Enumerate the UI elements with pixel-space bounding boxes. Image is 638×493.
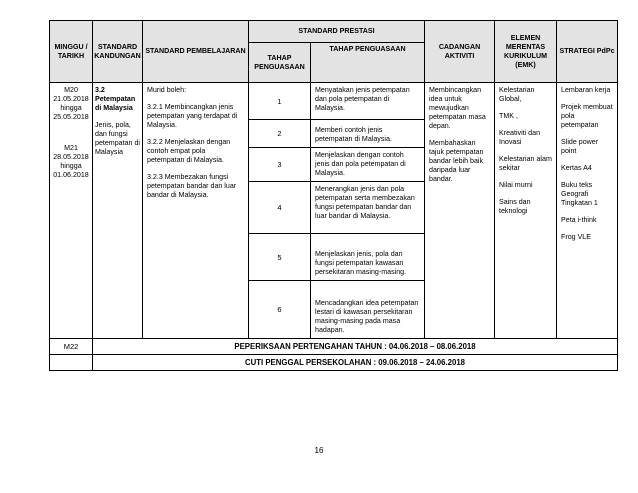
emk-item: Kreativiti dan Inovasi	[499, 129, 541, 146]
strategi-item: Peta i-think	[561, 216, 597, 224]
header-standard-kandungan: STANDARD KANDUNGAN	[93, 21, 143, 83]
sp-item-3: 3.2.3 Membezakan fungsi petempatan bandar dan luar bandar di Malaysia.	[147, 173, 237, 199]
level-desc: Mencadangkan idea petempatan lestari di kawasan persekitaran masing-masing pada masa hadapan.	[311, 281, 425, 339]
level-number: 6	[249, 281, 311, 339]
strategi-cell	[557, 83, 618, 339]
emk-item: Sains dan teknologi	[499, 198, 531, 215]
week-m20: M20	[64, 86, 78, 94]
emk-item: TMK ,	[499, 112, 518, 120]
level-number: 3	[249, 148, 311, 182]
level-number: 1	[249, 83, 311, 120]
emk-item: Nilai murni	[499, 181, 533, 189]
header-emk: ELEMEN MERENTAS KURIKULUM (EMK)	[495, 21, 557, 83]
header-standard-pembelajaran: STANDARD PEMBELAJARAN	[143, 21, 249, 83]
emk-cell	[495, 83, 557, 339]
standard-pembelajaran-cell	[143, 83, 249, 339]
standard-kandungan-title: 3.2 Petempatan di Malaysia	[95, 86, 136, 112]
cadangan-cell	[425, 83, 495, 339]
empty-cell	[50, 355, 93, 371]
strategi-item: Frog VLE	[561, 233, 591, 241]
rpt-table	[49, 20, 618, 371]
holiday-banner: CUTI PENGGAL PERSEKOLAHAN : 09.06.2018 – 24.06.2018	[93, 355, 618, 371]
emk-item: Kelestarian alam sekitar	[499, 155, 552, 172]
week-m21-from: 28.05.2018	[53, 153, 89, 161]
level-number: 5	[249, 234, 311, 281]
header-tahap-penguasaan-desc: TAHAP PENGUASAAN	[311, 43, 425, 83]
header-minggu: MINGGU / TARIKH	[50, 21, 93, 83]
standard-kandungan-body: Jenis, pola, dan fungsi petempatan di Malaysia	[95, 121, 140, 156]
level-desc: Menjelaskan dengan contoh jenis dan pola petempatan di Malaysia.	[311, 148, 425, 182]
week-m21: M21	[64, 144, 78, 152]
level-number: 2	[249, 120, 311, 148]
week-m20-to: hingga	[60, 104, 82, 112]
cadangan-item-2: Membahaskan tajuk petempatan bandar lebih baik daripada luar bandar.	[429, 139, 484, 183]
header-standard-prestasi: STANDARD PRESTASI	[249, 21, 425, 43]
strategi-item: Slide power point	[561, 138, 599, 155]
strategi-item: Lembaran kerja	[561, 86, 611, 94]
header-tahap-penguasaan: TAHAP PENGUASAAN	[249, 43, 311, 83]
strategi-item: Kertas A4	[561, 164, 592, 172]
cadangan-item-1: Membincangkan idea untuk mewujudkan petempatan masa depan.	[429, 86, 486, 130]
exam-banner: PEPERIKSAAN PERTENGAHAN TAHUN : 04.06.2018 – 08.06.2018	[93, 339, 618, 355]
level-desc: Menjelaskan jenis, pola dan fungsi petempatan kawasan persekitaran masing-masing.	[311, 234, 425, 281]
header-cadangan-aktiviti: CADANGAN AKTIVITI	[425, 21, 495, 83]
header-strategi: STRATEGI PdPc	[557, 21, 618, 83]
level-desc: Menerangkan jenis dan pola petempatan serta membezakan fungsi petempatan bandar dan luar bandar di Malaysia.	[311, 182, 425, 234]
week-m20-end: 25.05.2018	[53, 113, 89, 121]
sp-intro: Murid boleh:	[147, 86, 187, 94]
strategi-item: Projek membuat pola petempatan	[561, 103, 613, 129]
week-cell	[50, 83, 93, 339]
page-number: 16	[314, 446, 324, 455]
standard-kandungan-cell	[93, 83, 143, 339]
week-m20-from: 21.05.2018	[53, 95, 89, 103]
week-m21-to: hingga	[60, 162, 82, 170]
level-desc: Memberi contoh jenis petempatan di Malaysia.	[311, 120, 425, 148]
sp-item-1: 3.2.1 Membincangkan jenis petempatan yang terdapat di Malaysia.	[147, 103, 238, 129]
week-m21-end: 01.06.2018	[53, 171, 89, 179]
level-desc: Menyatakan jenis petempatan dan pola petempatan di Malaysia.	[311, 83, 425, 120]
strategi-item: Buku teks Geografi Tingkatan 1	[561, 181, 598, 207]
week-m22: M22	[50, 339, 93, 355]
sp-item-2: 3.2.2 Menjelaskan dengan contoh empat pola petempatan di Malaysia.	[147, 138, 231, 164]
emk-item: Kelestarian Global,	[499, 86, 535, 103]
level-number: 4	[249, 182, 311, 234]
